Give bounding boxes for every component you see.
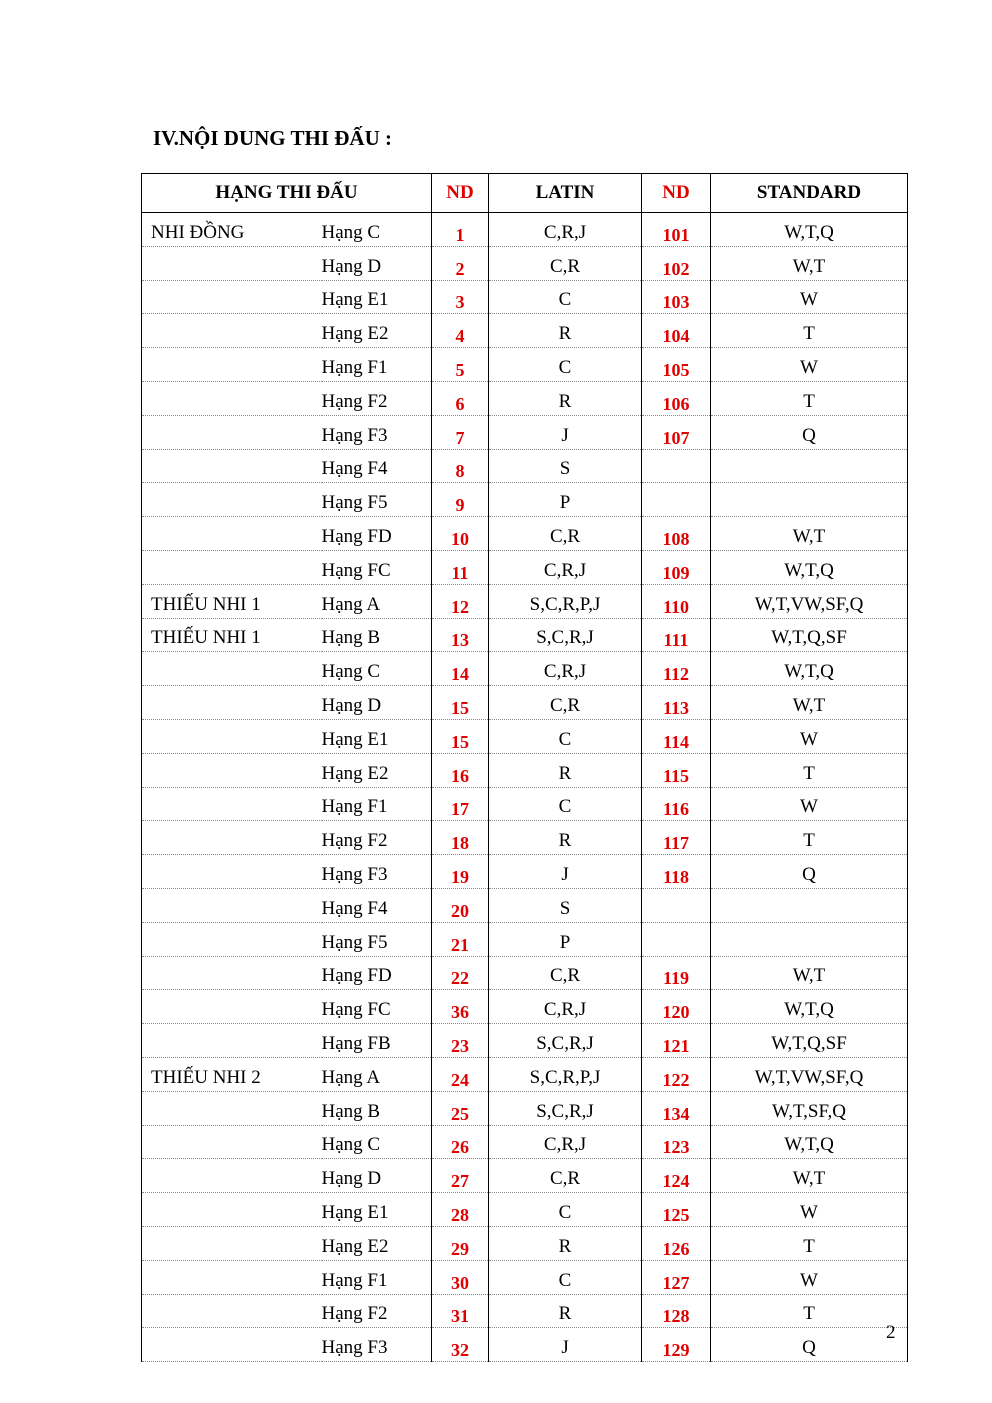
standard-dances: W,T,Q [711, 652, 908, 686]
class-name: Hạng E2 [322, 753, 432, 787]
nd-latin: 5 [432, 348, 489, 382]
nd-latin: 6 [432, 381, 489, 415]
latin-dances: C [489, 1260, 642, 1294]
table-row [142, 280, 908, 314]
class-name: Hạng B [322, 1091, 432, 1125]
table-row [142, 517, 908, 551]
latin-dances: C,R [489, 686, 642, 720]
class-name: Hạng F3 [322, 855, 432, 889]
group-name [142, 821, 322, 855]
header-latin: LATIN [489, 174, 642, 213]
nd-latin: 14 [432, 652, 489, 686]
table-row [142, 449, 908, 483]
standard-dances: W,T,Q [711, 213, 908, 247]
class-name: Hạng A [322, 584, 432, 618]
table-row [142, 1091, 908, 1125]
nd-latin: 16 [432, 753, 489, 787]
nd-latin: 4 [432, 314, 489, 348]
standard-dances: Q [711, 415, 908, 449]
nd-standard: 122 [642, 1057, 711, 1091]
table-row [142, 922, 908, 956]
group-name [142, 1125, 322, 1159]
standard-dances: Q [711, 855, 908, 889]
nd-standard: 116 [642, 787, 711, 821]
nd-standard: 118 [642, 855, 711, 889]
group-name [142, 415, 322, 449]
class-name: Hạng C [322, 1125, 432, 1159]
table-row [142, 686, 908, 720]
standard-dances: W,T,VW,SF,Q [711, 584, 908, 618]
latin-dances: J [489, 855, 642, 889]
latin-dances: C [489, 787, 642, 821]
standard-dances: W,T,Q [711, 990, 908, 1024]
group-name [142, 449, 322, 483]
header-nd-standard: ND [642, 174, 711, 213]
nd-latin: 32 [432, 1328, 489, 1362]
standard-dances: T [711, 1294, 908, 1328]
class-name: Hạng F2 [322, 1294, 432, 1328]
nd-latin: 31 [432, 1294, 489, 1328]
group-name [142, 787, 322, 821]
group-name [142, 1328, 322, 1362]
latin-dances: C,R [489, 956, 642, 990]
standard-dances: W,T [711, 686, 908, 720]
nd-latin: 21 [432, 922, 489, 956]
nd-latin: 26 [432, 1125, 489, 1159]
group-name [142, 1226, 322, 1260]
standard-dances: W,T [711, 246, 908, 280]
page-number: 2 [886, 1322, 896, 1343]
class-name: Hạng F2 [322, 821, 432, 855]
latin-dances: R [489, 1226, 642, 1260]
nd-standard [642, 449, 711, 483]
latin-dances: C,R,J [489, 550, 642, 584]
latin-dances: S,C,R,J [489, 1091, 642, 1125]
class-name: Hạng E1 [322, 280, 432, 314]
nd-standard: 128 [642, 1294, 711, 1328]
standard-dances: T [711, 821, 908, 855]
class-name: Hạng D [322, 1159, 432, 1193]
group-name [142, 483, 322, 517]
nd-standard [642, 922, 711, 956]
nd-latin: 27 [432, 1159, 489, 1193]
group-name [142, 888, 322, 922]
class-name: Hạng F1 [322, 1260, 432, 1294]
group-name [142, 652, 322, 686]
group-name [142, 314, 322, 348]
nd-standard: 124 [642, 1159, 711, 1193]
group-name [142, 719, 322, 753]
table-row [142, 550, 908, 584]
class-name: Hạng C [322, 652, 432, 686]
table-row [142, 855, 908, 889]
table-row [142, 652, 908, 686]
standard-dances [711, 888, 908, 922]
nd-latin: 7 [432, 415, 489, 449]
standard-dances [711, 449, 908, 483]
nd-standard: 101 [642, 213, 711, 247]
latin-dances: C [489, 1193, 642, 1227]
group-name [142, 753, 322, 787]
latin-dances: S,C,R,J [489, 618, 642, 652]
table-row [142, 888, 908, 922]
nd-standard: 109 [642, 550, 711, 584]
table-row [142, 314, 908, 348]
latin-dances: J [489, 415, 642, 449]
class-name: Hạng E2 [322, 314, 432, 348]
section-title: IV.NỘI DUNG THI ĐẤU : [153, 126, 393, 150]
table-row [142, 584, 908, 618]
standard-dances: W,T,Q [711, 550, 908, 584]
table-row [142, 990, 908, 1024]
nd-standard: 126 [642, 1226, 711, 1260]
group-name: THIẾU NHI 1 [142, 584, 322, 618]
latin-dances: R [489, 1294, 642, 1328]
group-name: THIẾU NHI 2 [142, 1057, 322, 1091]
class-name: Hạng F3 [322, 1328, 432, 1362]
standard-dances [711, 483, 908, 517]
standard-dances: T [711, 1226, 908, 1260]
group-name [142, 686, 322, 720]
nd-latin: 13 [432, 618, 489, 652]
class-name: Hạng F5 [322, 922, 432, 956]
class-name: Hạng F2 [322, 381, 432, 415]
latin-dances: R [489, 381, 642, 415]
table-row [142, 348, 908, 382]
nd-latin: 9 [432, 483, 489, 517]
nd-latin: 15 [432, 719, 489, 753]
standard-dances: W,T,Q,SF [711, 618, 908, 652]
class-name: Hạng B [322, 618, 432, 652]
class-name: Hạng F1 [322, 348, 432, 382]
group-name [142, 956, 322, 990]
table-body [142, 213, 908, 1362]
nd-latin: 10 [432, 517, 489, 551]
group-name [142, 1024, 322, 1058]
table-row [142, 956, 908, 990]
table-row [142, 1328, 908, 1362]
standard-dances: T [711, 753, 908, 787]
nd-latin: 30 [432, 1260, 489, 1294]
group-name [142, 550, 322, 584]
competition-table [141, 173, 908, 1362]
latin-dances: C,R,J [489, 213, 642, 247]
table-row [142, 1057, 908, 1091]
table-row [142, 1024, 908, 1058]
latin-dances: C [489, 348, 642, 382]
latin-dances: R [489, 821, 642, 855]
table-row [142, 381, 908, 415]
latin-dances: C,R,J [489, 1125, 642, 1159]
nd-latin: 28 [432, 1193, 489, 1227]
nd-standard: 115 [642, 753, 711, 787]
group-name [142, 280, 322, 314]
latin-dances: C,R [489, 517, 642, 551]
nd-latin: 12 [432, 584, 489, 618]
latin-dances: R [489, 314, 642, 348]
class-name: Hạng E2 [322, 1226, 432, 1260]
nd-latin: 1 [432, 213, 489, 247]
nd-standard: 121 [642, 1024, 711, 1058]
standard-dances: W [711, 719, 908, 753]
nd-latin: 17 [432, 787, 489, 821]
nd-standard: 104 [642, 314, 711, 348]
latin-dances: C,R [489, 246, 642, 280]
nd-latin: 23 [432, 1024, 489, 1058]
nd-standard: 108 [642, 517, 711, 551]
nd-latin: 22 [432, 956, 489, 990]
header-category: HẠNG THI ĐẤU [142, 174, 432, 213]
nd-standard: 134 [642, 1091, 711, 1125]
table-row [142, 1294, 908, 1328]
latin-dances: S,C,R,P,J [489, 584, 642, 618]
table-row [142, 246, 908, 280]
nd-standard: 103 [642, 280, 711, 314]
table-row [142, 1226, 908, 1260]
group-name [142, 517, 322, 551]
nd-standard: 117 [642, 821, 711, 855]
standard-dances: W,T [711, 1159, 908, 1193]
standard-dances: Q [711, 1328, 908, 1362]
nd-standard: 111 [642, 618, 711, 652]
nd-standard: 120 [642, 990, 711, 1024]
table-row [142, 618, 908, 652]
standard-dances: W,T,Q [711, 1125, 908, 1159]
standard-dances: W,T,SF,Q [711, 1091, 908, 1125]
table-row [142, 1193, 908, 1227]
latin-dances: C,R,J [489, 990, 642, 1024]
class-name: Hạng A [322, 1057, 432, 1091]
group-name [142, 1091, 322, 1125]
standard-dances: W [711, 348, 908, 382]
class-name: Hạng FB [322, 1024, 432, 1058]
group-name [142, 990, 322, 1024]
latin-dances: C,R,J [489, 652, 642, 686]
nd-latin: 3 [432, 280, 489, 314]
group-name: NHI ĐỒNG [142, 213, 322, 247]
group-name: THIẾU NHI 1 [142, 618, 322, 652]
class-name: Hạng F3 [322, 415, 432, 449]
table-row [142, 1159, 908, 1193]
latin-dances: C [489, 719, 642, 753]
group-name [142, 348, 322, 382]
table-row [142, 787, 908, 821]
standard-dances: W [711, 787, 908, 821]
table-row [142, 821, 908, 855]
class-name: Hạng FD [322, 517, 432, 551]
nd-standard: 102 [642, 246, 711, 280]
latin-dances: J [489, 1328, 642, 1362]
nd-standard: 110 [642, 584, 711, 618]
class-name: Hạng D [322, 246, 432, 280]
group-name [142, 381, 322, 415]
class-name: Hạng F5 [322, 483, 432, 517]
group-name [142, 1260, 322, 1294]
class-name: Hạng E1 [322, 1193, 432, 1227]
header-standard: STANDARD [711, 174, 908, 213]
class-name: Hạng F4 [322, 449, 432, 483]
standard-dances: W,T [711, 517, 908, 551]
latin-dances: S,C,R,J [489, 1024, 642, 1058]
group-name [142, 246, 322, 280]
nd-standard: 105 [642, 348, 711, 382]
group-name [142, 1294, 322, 1328]
latin-dances: S,C,R,P,J [489, 1057, 642, 1091]
table-header-row [142, 174, 908, 213]
nd-standard [642, 483, 711, 517]
standard-dances: W,T [711, 956, 908, 990]
table-row [142, 753, 908, 787]
nd-latin: 18 [432, 821, 489, 855]
standard-dances [711, 922, 908, 956]
class-name: Hạng F1 [322, 787, 432, 821]
latin-dances: R [489, 753, 642, 787]
latin-dances: C [489, 280, 642, 314]
latin-dances: S [489, 449, 642, 483]
table-row [142, 1125, 908, 1159]
nd-standard: 129 [642, 1328, 711, 1362]
table-row [142, 719, 908, 753]
nd-latin: 19 [432, 855, 489, 889]
nd-latin: 29 [432, 1226, 489, 1260]
nd-latin: 11 [432, 550, 489, 584]
nd-latin: 24 [432, 1057, 489, 1091]
class-name: Hạng C [322, 213, 432, 247]
nd-standard: 119 [642, 956, 711, 990]
class-name: Hạng FD [322, 956, 432, 990]
header-nd-latin: ND [432, 174, 489, 213]
standard-dances: W,T,Q,SF [711, 1024, 908, 1058]
group-name [142, 922, 322, 956]
table-row [142, 483, 908, 517]
nd-standard: 113 [642, 686, 711, 720]
nd-standard: 123 [642, 1125, 711, 1159]
nd-standard: 112 [642, 652, 711, 686]
nd-latin: 25 [432, 1091, 489, 1125]
standard-dances: W [711, 1260, 908, 1294]
group-name [142, 1159, 322, 1193]
class-name: Hạng FC [322, 550, 432, 584]
nd-latin: 20 [432, 888, 489, 922]
standard-dances: W,T,VW,SF,Q [711, 1057, 908, 1091]
nd-latin: 15 [432, 686, 489, 720]
nd-latin: 8 [432, 449, 489, 483]
nd-standard: 127 [642, 1260, 711, 1294]
latin-dances: C,R [489, 1159, 642, 1193]
latin-dances: P [489, 922, 642, 956]
nd-latin: 2 [432, 246, 489, 280]
group-name [142, 1193, 322, 1227]
class-name: Hạng E1 [322, 719, 432, 753]
table-row [142, 1260, 908, 1294]
nd-latin: 36 [432, 990, 489, 1024]
table-row [142, 213, 908, 247]
nd-standard: 125 [642, 1193, 711, 1227]
class-name: Hạng D [322, 686, 432, 720]
table-row [142, 415, 908, 449]
latin-dances: S [489, 888, 642, 922]
class-name: Hạng F4 [322, 888, 432, 922]
nd-standard: 114 [642, 719, 711, 753]
nd-standard: 107 [642, 415, 711, 449]
latin-dances: P [489, 483, 642, 517]
class-name: Hạng FC [322, 990, 432, 1024]
standard-dances: T [711, 314, 908, 348]
group-name [142, 855, 322, 889]
nd-standard [642, 888, 711, 922]
standard-dances: W [711, 280, 908, 314]
standard-dances: T [711, 381, 908, 415]
nd-standard: 106 [642, 381, 711, 415]
standard-dances: W [711, 1193, 908, 1227]
